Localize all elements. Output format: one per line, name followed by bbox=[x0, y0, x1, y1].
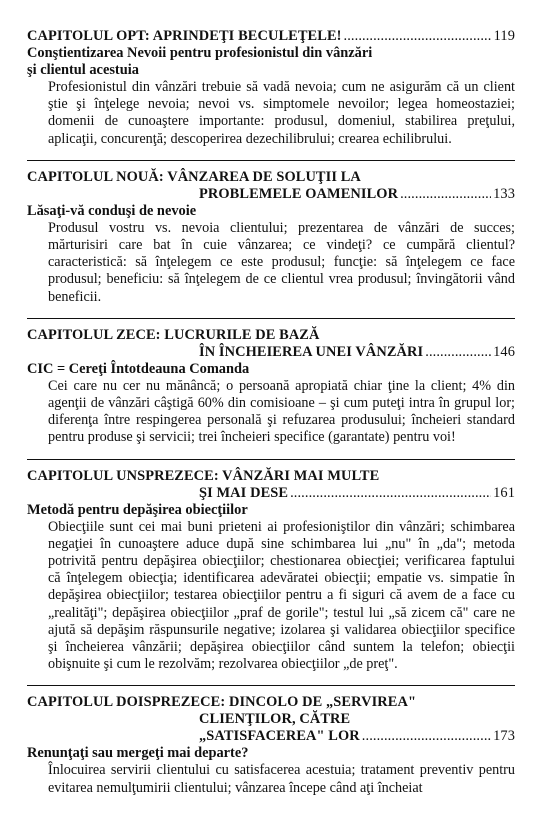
chapter-title bbox=[27, 694, 515, 745]
divider bbox=[27, 685, 515, 686]
chapter-title bbox=[27, 169, 515, 203]
chapter-title-text: CAPITOLUL NOUĂ: VÂNZAREA DE SOLUŢII LA bbox=[27, 168, 361, 185]
chapter-title-line bbox=[27, 186, 515, 203]
chapter-8 bbox=[27, 28, 515, 148]
chapter-title-line bbox=[27, 28, 515, 45]
leader-dots bbox=[344, 28, 492, 45]
subtitle-line: Conştientizarea Nevoii pentru profesionistul din vânzări bbox=[27, 45, 373, 61]
divider bbox=[27, 318, 515, 319]
divider bbox=[27, 160, 515, 161]
chapter-title bbox=[27, 468, 515, 502]
chapter-title-line bbox=[27, 169, 515, 186]
chapter-title-text: CAPITOLUL ZECE: LUCRURILE DE BAZĂ bbox=[27, 326, 320, 343]
chapter-title-line bbox=[27, 468, 515, 485]
chapter-summary: Obiecţiile sunt cei mai buni prieteni ai profesioniştilor din vânzări; schimbarea negaţiei în cunoaştere aduce după sine schimbarea lui „nu" în „da"; metoda potrivită pentru depăşirea obiecţiilor; chestionarea obiecţiei; verificarea faptului că înţelegem obiecţia; identificarea adevăratei obiecţii; empatie vs. simpatie în depăşirea obiecţiilor; testarea obiecţiilor pentru a fi siguri că avem de a face cu „realităţi"; depăşirea obiecţiilor „praf de gorile"; testul lui „să zicem că" care ne ajută să depăşim răspunsurile negative; izolarea şi validarea obiecţiilor specifice şi încheierea vânzării; depăşirea obiecţiilor când suntem la telefon; obiecţii obişnuite şi cum le rezolvăm; rezolvarea obiecţiilor „de preţ". bbox=[48, 518, 515, 673]
page-number: 133 bbox=[493, 185, 515, 202]
page-number: 119 bbox=[493, 28, 515, 44]
chapter-summary: Profesionistul din vânzări trebuie să vadă nevoia; cum ne asigurăm că un client ştie şi înţelege nevoia; nevoi vs. simptomele nevoilor; legea homeostaziei; domenii de cunoaştere importante: produsul, domeniul, stabilirea preţului, aplicaţii, concurenţă; descoperirea dezechilibrului; crearea echilibrului. bbox=[48, 79, 515, 147]
chapter-title-line bbox=[27, 711, 515, 728]
chapter-summary: Produsul vostru vs. nevoia clientului; prezentarea de vânzări de succes; mărturisiri care bat în cuie vânzarea; ce vindeţi? ce cumpără clientul? caracteristică: să înţelegem ce este produsul; funcţie: să înţelegem ce face produsul; beneficiu: să înţelegem de ce clientul vrea produsul; învingătorii vând beneficii. bbox=[48, 219, 515, 305]
leader-dots bbox=[362, 728, 491, 745]
subtitle-line: Lăsaţi-vă conduşi de nevoie bbox=[27, 202, 197, 219]
chapter-subtitle bbox=[27, 745, 515, 762]
chapter-title-text: CAPITOLUL DOISPREZECE: DINCOLO DE „SERVIREA" bbox=[27, 694, 417, 711]
chapter-title-text: ŞI MAI DESE bbox=[199, 484, 289, 501]
leader-dots bbox=[290, 485, 491, 502]
chapter-title bbox=[27, 28, 515, 45]
chapter-subtitle bbox=[27, 361, 515, 378]
subtitle-line: Renunţaţi sau mergeţi mai departe? bbox=[27, 745, 249, 762]
subtitle-line: CIC = Cereţi Întotdeauna Comanda bbox=[27, 360, 250, 377]
chapter-title-line bbox=[27, 485, 515, 502]
chapter-title bbox=[27, 327, 515, 361]
chapter-title-line bbox=[27, 327, 515, 344]
chapter-subtitle bbox=[27, 502, 515, 519]
chapter-12 bbox=[27, 694, 515, 796]
chapter-title-text: PROBLEMELE OAMENILOR bbox=[199, 185, 399, 202]
chapter-title-text: ÎN ÎNCHEIEREA UNEI VÂNZĂRI bbox=[199, 343, 424, 360]
subtitle-line: şi clientul acestuia bbox=[27, 62, 139, 78]
page-number: 161 bbox=[493, 484, 515, 501]
leader-dots bbox=[425, 344, 491, 361]
chapter-subtitle bbox=[27, 203, 515, 220]
chapter-title-line bbox=[27, 694, 515, 711]
divider bbox=[27, 459, 515, 460]
chapter-subtitle bbox=[27, 45, 515, 79]
chapter-11 bbox=[27, 468, 515, 674]
page-number: 146 bbox=[493, 343, 515, 360]
chapter-summary: Înlocuirea servirii clientului cu satisfacerea acestuia; tratament preventiv pentru evitarea nemulţumirii clientului; vânzarea începe când aţi încheiat bbox=[48, 762, 515, 796]
page-number: 173 bbox=[493, 728, 515, 745]
leader-dots bbox=[400, 186, 491, 203]
subtitle-line: Metodă pentru depăşirea obiecţiilor bbox=[27, 501, 248, 518]
chapter-9 bbox=[27, 169, 515, 306]
chapter-summary: Cei care nu cer nu mănâncă; o persoană apropiată chiar ţine la client; 4% din agenţii de vânzări câştigă 60% din comisioane – şi cum puteţi intra în grupul lor; diferenţa între respingerea personală şi refuzarea produsului; încheieri standard pentru produse şi servicii; trei încheieri specifice (garantate) pentru voi! bbox=[48, 377, 515, 446]
chapter-title-text: CAPITOLUL UNSPREZECE: VÂNZĂRI MAI MULTE bbox=[27, 467, 380, 484]
chapter-title-line bbox=[27, 344, 515, 361]
chapter-title-line bbox=[27, 728, 515, 745]
chapter-title-text: CAPITOLUL OPT: APRINDEŢI BECULEŢELE! bbox=[27, 28, 342, 44]
chapter-title-text: CLIENŢILOR, CĂTRE bbox=[199, 711, 351, 728]
chapter-10 bbox=[27, 327, 515, 447]
chapter-title-text: „SATISFACEREA" LOR bbox=[199, 728, 360, 745]
